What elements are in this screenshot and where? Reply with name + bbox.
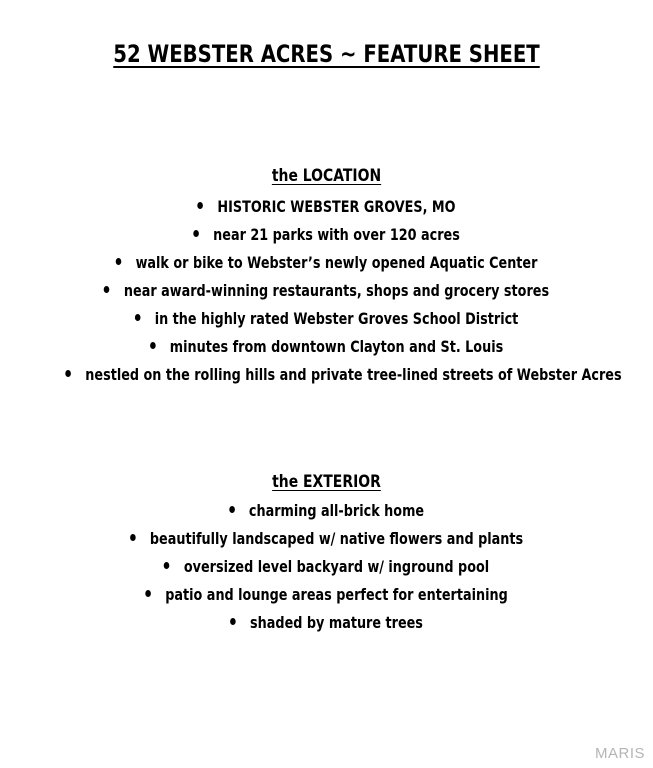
exterior-section xyxy=(0,471,653,637)
list-item xyxy=(65,221,587,249)
list-item xyxy=(65,305,587,333)
bullet-icon xyxy=(229,506,235,513)
list-item xyxy=(65,497,587,525)
list-item-text: minutes from downtown Clayton and St. Louis xyxy=(169,337,504,356)
list-item-text: nestled on the rolling hills and private tree-lined streets of Webster Acres xyxy=(85,365,622,384)
list-item xyxy=(65,193,587,221)
list-item xyxy=(65,277,587,305)
list-item-text: shaded by mature trees xyxy=(250,613,423,632)
list-item-text: near 21 parks with over 120 acres xyxy=(213,225,460,244)
bullet-icon xyxy=(130,534,136,541)
list-item xyxy=(65,609,587,637)
bullet-icon xyxy=(197,202,203,209)
list-item xyxy=(65,249,587,277)
list-item-text: in the highly rated Webster Groves School District xyxy=(154,309,519,328)
bullet-icon xyxy=(193,230,199,237)
bullet-icon xyxy=(135,314,141,321)
list-item-text: HISTORIC WEBSTER GROVES, MO xyxy=(217,197,456,216)
bullet-icon xyxy=(230,618,236,625)
bullet-icon xyxy=(104,286,110,293)
list-item-text: beautifully landscaped w/ native flowers and plants xyxy=(149,529,524,548)
exterior-heading: the EXTERIOR xyxy=(272,472,381,492)
bullet-icon xyxy=(150,342,156,349)
list-item xyxy=(65,333,587,361)
list-item-text: near award-winning restaurants, shops and grocery stores xyxy=(123,281,550,300)
list-item-text: oversized level backyard w/ inground pool xyxy=(183,557,490,576)
location-list xyxy=(0,193,653,389)
list-item xyxy=(65,361,622,389)
location-heading: the LOCATION xyxy=(271,166,382,186)
list-item xyxy=(65,581,587,609)
exterior-list xyxy=(0,497,653,637)
watermark: MARIS xyxy=(594,745,645,762)
location-section xyxy=(0,165,653,389)
bullet-icon xyxy=(164,562,170,569)
list-item-text: charming all-brick home xyxy=(248,501,425,520)
page-title: 52 WEBSTER ACRES ~ FEATURE SHEET xyxy=(113,40,540,68)
bullet-icon xyxy=(145,590,151,597)
list-item xyxy=(65,525,587,553)
list-item-text: walk or bike to Webster’s newly opened Aquatic Center xyxy=(135,253,538,272)
list-item xyxy=(65,553,587,581)
bullet-icon xyxy=(65,370,71,377)
bullet-icon xyxy=(116,258,122,265)
list-item-text: patio and lounge areas perfect for entertaining xyxy=(165,585,508,604)
